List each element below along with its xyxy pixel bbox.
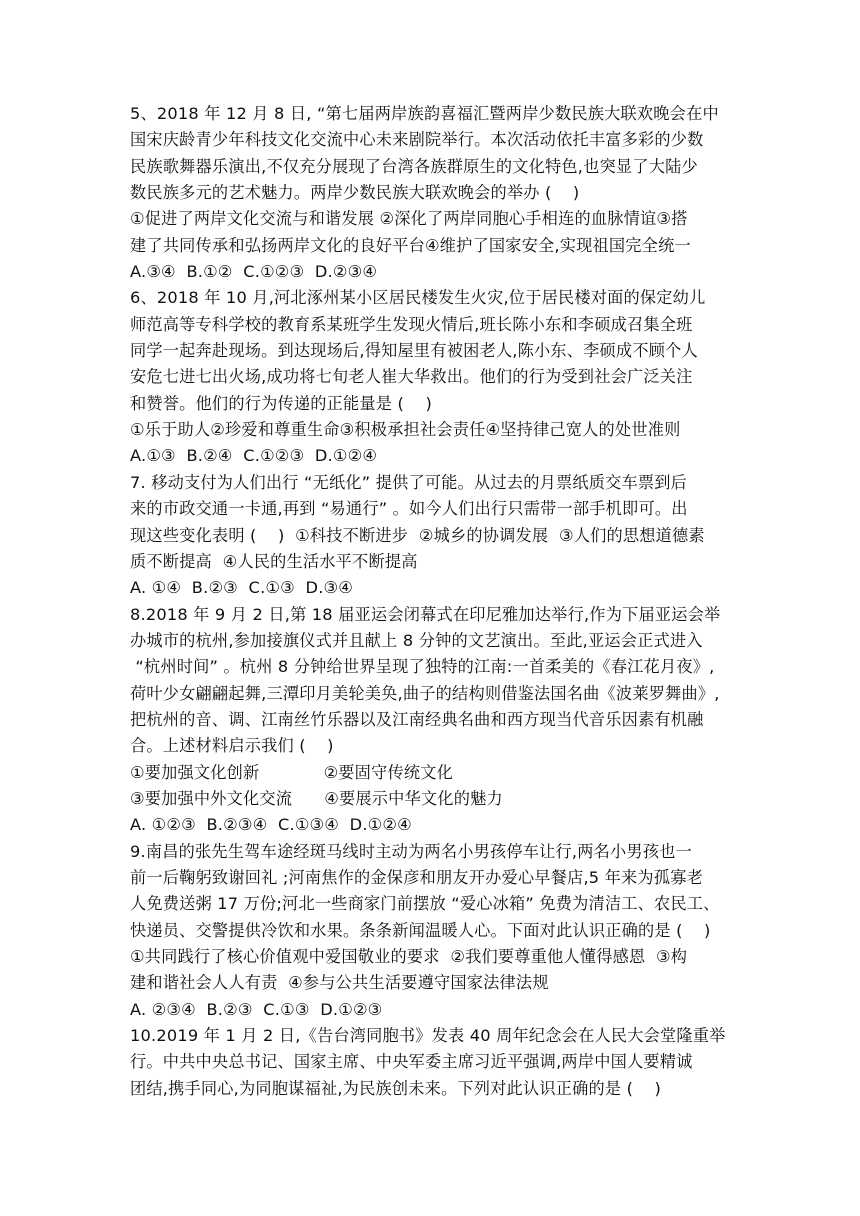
text-line: 人免费送粥 17 万份;河北一些商家门前摆放 “爱心冰箱” 免费为清洁工、农民工、 (130, 894, 720, 914)
answer-options: A. ①④ B.②③ C.①③ D.③④ (130, 578, 353, 598)
text-line: 和赞誉。他们的行为传递的正能量是 ( ) (130, 393, 432, 413)
text-line: 国宋庆龄青少年科技文化交流中心未来剧院举行。本次活动依托丰富多彩的少数 (130, 130, 704, 150)
text-line: “杭州时间” 。杭州 8 分钟给世界呈现了独特的江南:一首柔美的《春江花月夜》, (130, 657, 715, 677)
text-line: 5、2018 年 12 月 8 日, “第七届两岸族韵喜福汇暨两岸少数民族大联欢晚会在中 (130, 104, 719, 123)
text-line: 行。中共中央总书记、国家主席、中央军委主席习近平强调,两岸中国人要精诚 (130, 1052, 693, 1072)
text-line: ①乐于助人②珍爱和尊重生命③积极承担社会责任④坚持律己宽人的处世准则 (130, 420, 681, 440)
text-line: 6、2018 年 10 月,河北涿州某小区居民楼发生火灾,位于居民楼对面的保定幼儿 (130, 288, 706, 308)
text-line: 数民族多元的艺术魅力。两岸少数民族大联欢晚会的举办 ( ) (130, 183, 580, 203)
text-line: 来的市政交通一卡通,再到 “易通行” 。如今人们出行只需带一部手机即可。出 (130, 499, 688, 519)
answer-options: A.①③ B.②④ C.①②③ D.①②④ (130, 446, 378, 466)
text-line: 把杭州的音、调、江南丝竹乐器以及江南经典名曲和西方现当代音乐因素有机融 (130, 709, 704, 729)
text-line: 同学一起奔赴现场。到达现场后,得知屋里有被困老人,陈小东、李硕成不顾个人 (130, 341, 698, 361)
text-line: 质不断提高 ④人民的生活水平不断提高 (130, 551, 418, 571)
text-line: 办城市的杭州,参加接旗仪式并且献上 8 分钟的文艺演出。至此,亚运会正式进入 (130, 630, 703, 650)
answer-options: A. ①②③ B.②③④ C.①③④ D.①②④ (130, 815, 412, 835)
text-line: 前一后鞠躬致谢回礼 ;河南焦作的金保彦和朋友开办爱心早餐店,5 年来为孤寡老 (130, 867, 703, 887)
text-line: 7. 移动支付为人们出行 “无纸化” 提供了可能。从过去的月票纸质交车票到后 (130, 472, 688, 492)
text-line: ①要加强文化创新 ②要固守传统文化 (130, 762, 453, 782)
text-line: 民族歌舞器乐演出,不仅充分展现了台湾各族群原生的文化特色,也突显了大陆少 (130, 156, 698, 176)
text-line: 8.2018 年 9 月 2 日,第 18 届亚运会闭幕式在印尼雅加达举行,作为下届亚运会举 (130, 604, 721, 624)
text-line: 合。上述材料启示我们 ( ) (130, 736, 334, 756)
answer-options: A. ②③④ B.②③ C.①③ D.①②③ (130, 999, 383, 1019)
text-line: 建和谐社会人人有责 ④参与公共生活要遵守国家法律法规 (130, 973, 549, 993)
text-line: ③要加强中外文化交流 ④要展示中华文化的魅力 (130, 788, 503, 808)
text-line: 9.南昌的张先生驾车途经斑马线时主动为两名小男孩停车让行,两名小男孩也一 (130, 841, 692, 861)
text-line: 10.2019 年 1 月 2 日,《告台湾同胞书》发表 40 周年纪念会在人民大会堂隆重举 (130, 1026, 726, 1046)
text-line: 安危七进七出火场,成功将七旬老人崔大华救出。他们的行为受到社会广泛关注 (130, 367, 693, 387)
text-line: 荷叶少女翩翩起舞,三潭印月美轮美奂,曲子的结构则借鉴法国名曲《波莱罗舞曲》, (130, 683, 720, 703)
text-line: ①促进了两岸文化交流与和谐发展 ②深化了两岸同胞心手相连的血脉情谊③搭 (130, 209, 688, 229)
question-text-block (130, 101, 735, 1102)
text-line: 快递员、交警提供冷饮和水果。条条新闻温暖人心。下面对此认识正确的是 ( ) (130, 920, 711, 940)
text-line: 团结,携手同心,为同胞谋福祉,为民族创未来。下列对此认识正确的是 ( ) (130, 1078, 662, 1098)
text-line: 师范高等专科学校的教育系某班学生发现火情后,班长陈小东和李硕成召集全班 (130, 314, 693, 334)
text-line: ①共同践行了核心价值观中爱国敬业的要求 ②我们要尊重他人懂得感恩 ③构 (130, 947, 688, 966)
answer-options: A.③④ B.①② C.①②③ D.②③④ (130, 262, 378, 282)
text-line: 现这些变化表明 ( ) ①科技不断进步 ②城乡的协调发展 ③人们的思想道德素 (130, 525, 705, 545)
text-line: 建了共同传承和弘扬两岸文化的良好平台④维护了国家安全,实现祖国完全统一 (130, 235, 691, 255)
